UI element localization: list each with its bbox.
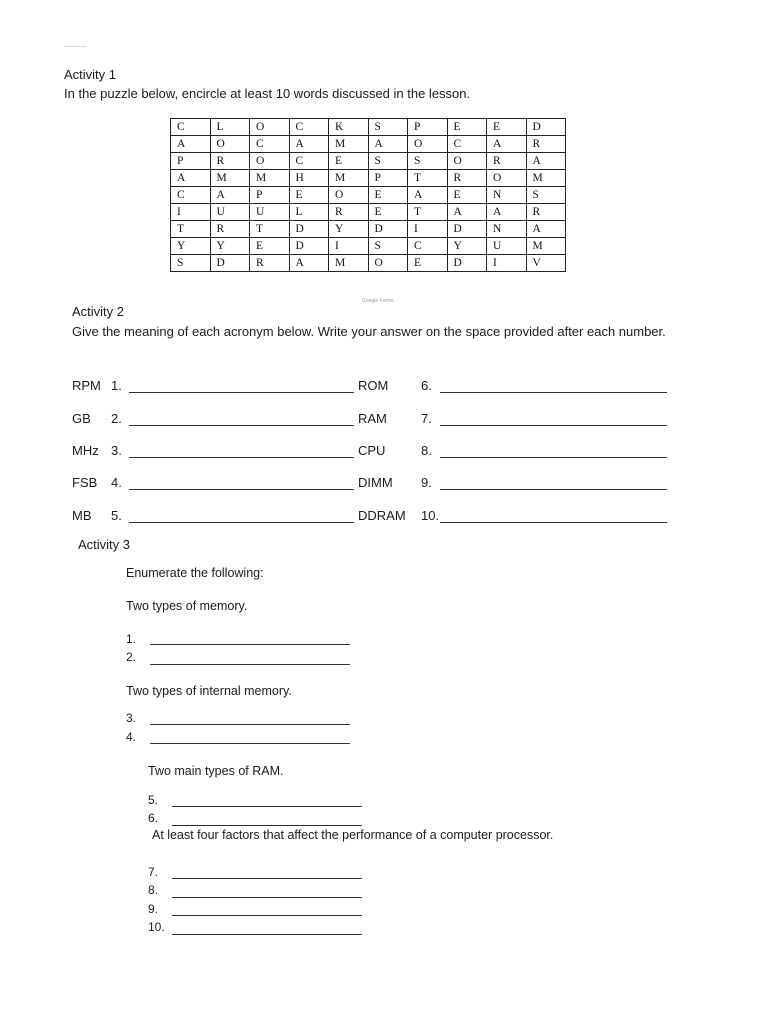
answer-number: 7. xyxy=(421,411,432,426)
puzzle-letter[interactable]: A xyxy=(487,204,527,221)
puzzle-letter[interactable]: O xyxy=(368,255,408,272)
puzzle-letter[interactable]: R xyxy=(210,221,250,238)
puzzle-letter[interactable]: I xyxy=(408,221,448,238)
answer-number: 6. xyxy=(421,378,432,393)
puzzle-letter[interactable]: A xyxy=(487,136,527,153)
puzzle-letter[interactable]: D xyxy=(289,238,329,255)
puzzle-letter[interactable]: P xyxy=(408,119,448,136)
puzzle-letter[interactable]: P xyxy=(368,170,408,187)
answer-number: 3. xyxy=(111,443,122,458)
puzzle-letter[interactable]: T xyxy=(408,170,448,187)
question-internal-memory: Two types of internal memory. xyxy=(126,684,292,698)
watermark: Google Forms xyxy=(362,298,394,304)
acronym-label: ROM xyxy=(358,378,389,393)
puzzle-row xyxy=(171,170,566,187)
puzzle-row xyxy=(171,221,566,238)
puzzle-letter[interactable]: C xyxy=(171,187,211,204)
puzzle-letter[interactable]: L xyxy=(289,204,329,221)
answer-blank[interactable] xyxy=(172,897,362,898)
acronym-label: RPM xyxy=(72,378,101,393)
acronym-label: DDRAM xyxy=(358,508,406,523)
puzzle-letter[interactable]: R xyxy=(526,204,566,221)
answer-blank[interactable] xyxy=(129,522,354,523)
answer-number: 2. xyxy=(126,650,137,664)
puzzle-letter[interactable]: R xyxy=(447,170,487,187)
answer-number: 3. xyxy=(126,711,137,725)
answer-blank[interactable] xyxy=(150,644,350,645)
word-search-grid xyxy=(170,118,566,272)
question-processor-factors: At least four factors that affect the performance of a computer processor. xyxy=(152,828,554,842)
puzzle-letter[interactable]: Y xyxy=(329,221,369,238)
acronym-label: MB xyxy=(72,508,92,523)
answer-blank[interactable] xyxy=(150,743,350,744)
puzzle-letter[interactable]: N xyxy=(487,221,527,238)
puzzle-letter[interactable]: M xyxy=(526,238,566,255)
puzzle-letter[interactable]: E xyxy=(487,119,527,136)
puzzle-letter[interactable]: M xyxy=(210,170,250,187)
answer-number: 9. xyxy=(148,902,159,916)
answer-number: 8. xyxy=(421,443,432,458)
puzzle-letter[interactable]: L xyxy=(210,119,250,136)
acronym-label: DIMM xyxy=(358,475,393,490)
puzzle-letter[interactable]: A xyxy=(289,255,329,272)
answer-blank[interactable] xyxy=(172,825,362,826)
answer-number: 10. xyxy=(421,508,440,523)
puzzle-letter[interactable]: A xyxy=(171,170,211,187)
scan-mark xyxy=(64,46,86,47)
puzzle-letter[interactable]: O xyxy=(329,187,369,204)
puzzle-row xyxy=(171,255,566,272)
puzzle-letter[interactable]: I xyxy=(171,204,211,221)
acronym-label: GB xyxy=(72,411,91,426)
puzzle-row xyxy=(171,238,566,255)
answer-number: 8. xyxy=(148,883,159,897)
activity3-intro: Enumerate the following: xyxy=(126,566,264,580)
acronym-label: CPU xyxy=(358,443,386,458)
puzzle-letter[interactable]: C xyxy=(289,119,329,136)
puzzle-letter[interactable]: E xyxy=(329,153,369,170)
answer-number: 7. xyxy=(148,865,159,879)
puzzle-letter[interactable]: I xyxy=(487,255,527,272)
puzzle-letter[interactable]: D xyxy=(368,221,408,238)
puzzle-letter[interactable]: E xyxy=(368,204,408,221)
activity2-instruction: Give the meaning of each acronym below. Write your answer on the space provided after each number. xyxy=(72,324,666,339)
puzzle-letter[interactable]: T xyxy=(171,221,211,238)
acronym-label: RAM xyxy=(358,411,387,426)
puzzle-letter[interactable]: E xyxy=(368,187,408,204)
puzzle-letter[interactable]: S xyxy=(171,255,211,272)
puzzle-letter[interactable]: S xyxy=(526,187,566,204)
puzzle-letter[interactable]: O xyxy=(250,119,290,136)
activity1-instruction: In the puzzle below, encircle at least 10 words discussed in the lesson. xyxy=(64,86,471,101)
puzzle-letter[interactable]: M xyxy=(250,170,290,187)
puzzle-row xyxy=(171,136,566,153)
puzzle-letter[interactable]: C xyxy=(171,119,211,136)
puzzle-row xyxy=(171,119,566,136)
answer-blank[interactable] xyxy=(129,489,354,490)
answer-number: 2. xyxy=(111,411,122,426)
answer-blank[interactable] xyxy=(150,664,350,665)
puzzle-letter[interactable]: A xyxy=(526,221,566,238)
answer-blank[interactable] xyxy=(172,878,362,879)
puzzle-letter[interactable]: D xyxy=(210,255,250,272)
answer-blank[interactable] xyxy=(440,489,667,490)
activity3-title: Activity 3 xyxy=(78,537,131,552)
activity2-title: Activity 2 xyxy=(72,304,125,319)
puzzle-letter[interactable]: V xyxy=(526,255,566,272)
puzzle-letter[interactable]: Y xyxy=(210,238,250,255)
question-memory-types: Two types of memory. xyxy=(126,599,248,613)
puzzle-letter[interactable]: A xyxy=(368,136,408,153)
acronym-label: FSB xyxy=(72,475,98,490)
answer-blank[interactable] xyxy=(440,457,667,458)
puzzle-letter[interactable]: M xyxy=(329,255,369,272)
puzzle-letter[interactable]: P xyxy=(171,153,211,170)
puzzle-letter[interactable]: O xyxy=(210,136,250,153)
acronym-label: MHz xyxy=(72,443,99,458)
puzzle-letter[interactable]: E xyxy=(289,187,329,204)
answer-blank[interactable] xyxy=(172,806,362,807)
answer-blank[interactable] xyxy=(129,392,354,393)
puzzle-letter[interactable]: E xyxy=(408,255,448,272)
answer-number: 6. xyxy=(148,811,159,825)
puzzle-letter[interactable]: O xyxy=(250,153,290,170)
puzzle-letter[interactable]: C xyxy=(408,238,448,255)
puzzle-letter[interactable]: T xyxy=(408,204,448,221)
question-ram-types: Two main types of RAM. xyxy=(148,764,284,778)
puzzle-letter[interactable]: D xyxy=(289,221,329,238)
puzzle-letter[interactable]: R xyxy=(250,255,290,272)
puzzle-letter[interactable]: A xyxy=(526,153,566,170)
puzzle-letter[interactable]: K xyxy=(329,119,369,136)
answer-number: 1. xyxy=(126,632,137,646)
answer-blank[interactable] xyxy=(150,724,350,725)
puzzle-letter[interactable]: S xyxy=(368,153,408,170)
puzzle-letter[interactable]: U xyxy=(250,204,290,221)
puzzle-letter[interactable]: H xyxy=(289,170,329,187)
answer-number: 5. xyxy=(111,508,122,523)
answer-number: 5. xyxy=(148,793,159,807)
answer-number: 9. xyxy=(421,475,432,490)
answer-blank[interactable] xyxy=(172,934,362,935)
puzzle-letter[interactable]: Y xyxy=(171,238,211,255)
answer-blank[interactable] xyxy=(440,392,667,393)
puzzle-letter[interactable]: M xyxy=(329,136,369,153)
puzzle-letter[interactable]: U xyxy=(210,204,250,221)
puzzle-letter[interactable]: S xyxy=(368,238,408,255)
puzzle-letter[interactable]: A xyxy=(210,187,250,204)
puzzle-letter[interactable]: E xyxy=(447,187,487,204)
puzzle-letter[interactable]: A xyxy=(171,136,211,153)
puzzle-letter[interactable]: A xyxy=(408,187,448,204)
puzzle-letter[interactable]: C xyxy=(250,136,290,153)
answer-number: 4. xyxy=(111,475,122,490)
answer-blank[interactable] xyxy=(129,457,354,458)
puzzle-letter[interactable]: M xyxy=(329,170,369,187)
answer-blank[interactable] xyxy=(440,425,667,426)
puzzle-letter[interactable]: C xyxy=(447,136,487,153)
answer-blank[interactable] xyxy=(129,425,354,426)
puzzle-letter[interactable]: A xyxy=(447,204,487,221)
puzzle-letter[interactable]: E xyxy=(250,238,290,255)
answer-number: 10. xyxy=(148,920,165,934)
puzzle-letter[interactable]: E xyxy=(447,119,487,136)
puzzle-letter[interactable]: R xyxy=(526,136,566,153)
puzzle-letter[interactable]: U xyxy=(487,238,527,255)
puzzle-letter[interactable]: P xyxy=(250,187,290,204)
puzzle-letter[interactable]: R xyxy=(210,153,250,170)
puzzle-letter[interactable]: S xyxy=(408,153,448,170)
puzzle-letter[interactable]: S xyxy=(368,119,408,136)
puzzle-row xyxy=(171,187,566,204)
puzzle-letter[interactable]: T xyxy=(250,221,290,238)
activity1-title: Activity 1 xyxy=(64,67,117,82)
puzzle-letter[interactable]: M xyxy=(526,170,566,187)
puzzle-row xyxy=(171,204,566,221)
answer-number: 4. xyxy=(126,730,137,744)
puzzle-letter[interactable]: Y xyxy=(447,238,487,255)
puzzle-letter[interactable]: D xyxy=(447,255,487,272)
puzzle-letter[interactable]: N xyxy=(487,187,527,204)
puzzle-letter[interactable]: R xyxy=(329,204,369,221)
puzzle-letter[interactable]: C xyxy=(289,153,329,170)
puzzle-row xyxy=(171,153,566,170)
puzzle-letter[interactable]: D xyxy=(526,119,566,136)
answer-blank[interactable] xyxy=(172,915,362,916)
puzzle-letter[interactable]: A xyxy=(289,136,329,153)
puzzle-letter[interactable]: I xyxy=(329,238,369,255)
puzzle-letter[interactable]: O xyxy=(487,170,527,187)
puzzle-letter[interactable]: R xyxy=(487,153,527,170)
puzzle-letter[interactable]: D xyxy=(447,221,487,238)
answer-number: 1. xyxy=(111,378,122,393)
answer-blank[interactable] xyxy=(440,522,667,523)
puzzle-letter[interactable]: O xyxy=(447,153,487,170)
puzzle-letter[interactable]: O xyxy=(408,136,448,153)
